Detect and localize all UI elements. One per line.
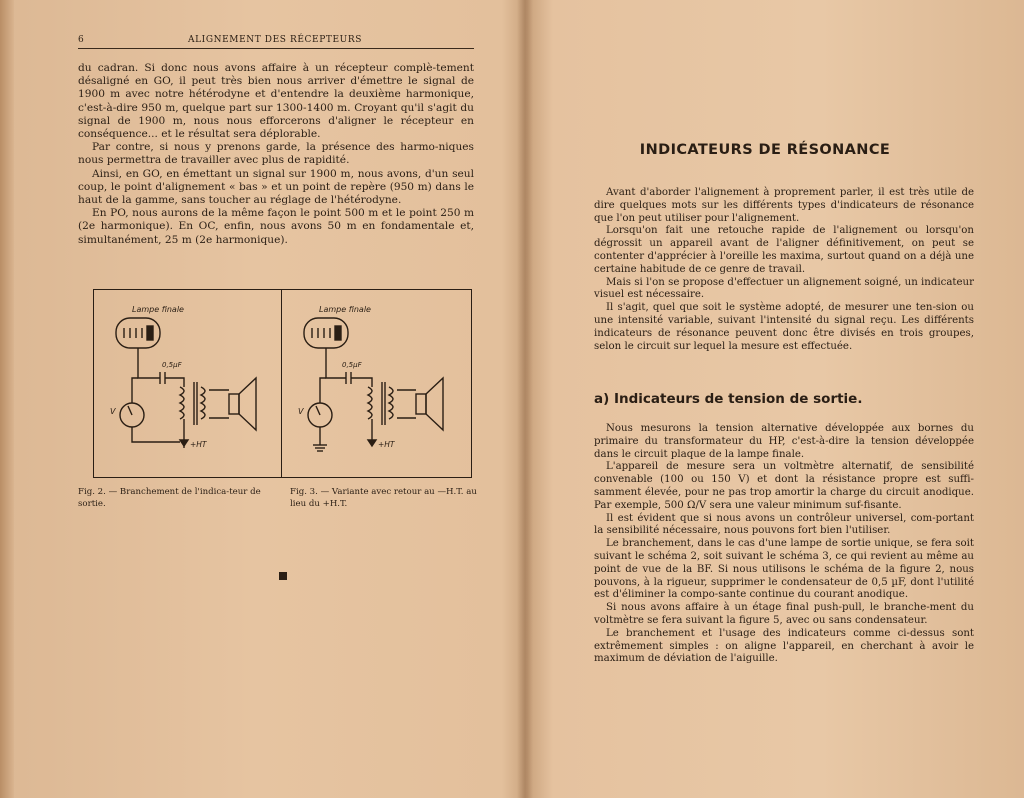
- paragraph: Par contre, si nous y prenons garde, la présence des harmo-niques nous permettra de travailler avec plus de rapidité.: [78, 141, 474, 167]
- paragraph: Il s'agit, quel que soit le système adopté, de mesurer une ten-sion ou une intensité variable, suivant l'intensité du signal reçu. Les différents indicateurs de résonance peuvent donc être divisés en trois groupes, selon le circuit sur lequel la mesure est effectuée.: [594, 302, 974, 352]
- left-body-text: [78, 62, 474, 247]
- fig3-tube-label: Lampe finale: [319, 305, 371, 314]
- running-head-rule: [78, 48, 474, 49]
- fig3-caption: Fig. 3. — Variante avec retour au —H.T. au lieu du +H.T.: [290, 487, 477, 509]
- section-text: [594, 423, 974, 666]
- running-head-title: ALIGNEMENT DES RÉCEPTEURS: [188, 35, 362, 45]
- fig2-meter-label: V: [110, 407, 116, 416]
- paragraph: Avant d'aborder l'alignement à proprement parler, il est très utile de dire quelques mots sur les différents types d'indicateurs de résonance que l'on peut utiliser pour l'alignement.: [594, 187, 974, 224]
- page-edge: [0, 0, 14, 798]
- paragraph: Le branchement, dans le cas d'une lampe de sortie unique, se fera soit suivant le schéma 2, soit suivant le schéma 3, ce qui revient au même au point de vue de la BF. Si nous utilisons le schéma de la figure 2, nous pouvons, à la rigueur, supprimer le condensateur de 0,5 µF, dont l'utilité est d'éliminer la compo-sante continue du courant anodique.: [594, 538, 974, 601]
- paragraph: Il est évident que si nous avons un contrôleur universel, com-portant la sensibilité nécessaire, nous pouvons fort bien l'utiliser.: [594, 512, 974, 537]
- fig3-meter-label: V: [298, 407, 304, 416]
- circuit-figure: [93, 289, 472, 478]
- intro-text: [594, 187, 974, 353]
- paragraph: Ainsi, en GO, en émettant un signal sur 1900 m, nous avons, d'un seul coup, le point d'alignement « bas » et un point de repère (950 m) dans le haut de la gamme, sans toucher au réglage de l'hétérodyne.: [78, 167, 474, 207]
- chapter-title: INDICATEURS DE RÉSONANCE: [639, 142, 891, 158]
- section-title: a) Indicateurs de tension de sortie.: [594, 391, 863, 407]
- paragraph: Lorsqu'on fait une retouche rapide de l'alignement ou lorsqu'on dégrossit un appareil avant de l'aligner définitivement, on peut se contenter d'apprécier à l'oreille les maxima, surtout quand on a déjà une certaine habitude de ce genre de travail.: [594, 225, 974, 275]
- fig3-diagram: [298, 305, 443, 451]
- fig3-speaker-icon: [416, 394, 426, 414]
- paragraph: Mais si l'on se propose d'effectuer un alignement soigné, un indicateur visuel est nécessaire.: [594, 276, 974, 301]
- running-head: [78, 35, 474, 49]
- fig2-tube-label: Lampe finale: [132, 305, 184, 314]
- fig2-transformer-icon: [180, 387, 184, 419]
- paragraph: Si nous avons affaire à un étage final push-pull, le branche-ment du voltmètre se fera suivant la figure 5, avec ou sans condensateur.: [594, 602, 974, 626]
- paragraph: du cadran. Si donc nous avons affaire à un récepteur complè-tement désaligné en GO, il peut très bien nous arriver d'émettre le signal de 1900 m avec notre hétérodyne et d'entendre la deuxième harmonique, c'est-à-dire 950 m, quelque part sur 1300-1400 m. Croyant qu'il s'agit du signal de 1900 m, nous nous efforcerons d'aligner le récepteur en conséquence... et le résultat sera déplorable.: [78, 62, 474, 141]
- fig3-capacitor-label: 0,5µF: [342, 361, 362, 369]
- book-gutter: [517, 0, 533, 798]
- fig3-supply-label: +HT: [378, 440, 395, 449]
- fig2-supply-label: +HT: [190, 440, 207, 449]
- paragraph: L'appareil de mesure sera un voltmètre alternatif, de sensibilité convenable (100 ou 150 V) et dont la résistance propre est suffi-samment élevée, pour ne pas trop amortir la charge du circuit anodique. Par exemple, 500 Ω/V sera une valeur minimum suf-fisante.: [594, 461, 974, 511]
- paragraph: Le branchement et l'usage des indicateurs comme ci-dessus sont extrêmement simples : on aligne l'appareil, en cherchant à avoir le maximum de déviation de l'aiguille.: [594, 627, 974, 665]
- circuit-diagrams: [94, 290, 471, 477]
- ornament-mark: [279, 572, 287, 580]
- fig2-capacitor-label: 0,5µF: [162, 361, 182, 369]
- fig2-speaker-icon: [229, 394, 239, 414]
- fig3-transformer-icon: [368, 387, 372, 419]
- paragraph: Nous mesurons la tension alternative développée aux bornes du primaire du transformateur du HP, c'est-à-dire la tension développée dans le circuit plaque de la lampe finale.: [594, 423, 974, 460]
- fig2-caption: Fig. 2. — Branchement de l'indica-teur de sortie.: [78, 487, 261, 509]
- page-number: 6: [78, 35, 85, 45]
- fig2-diagram: [110, 305, 256, 449]
- paragraph: En PO, nous aurons de la même façon le point 500 m et le point 250 m (2e harmonique). En OC, enfin, nous avons 50 m en fondamentale et, simultanément, 25 m (2e harmonique).: [78, 207, 474, 246]
